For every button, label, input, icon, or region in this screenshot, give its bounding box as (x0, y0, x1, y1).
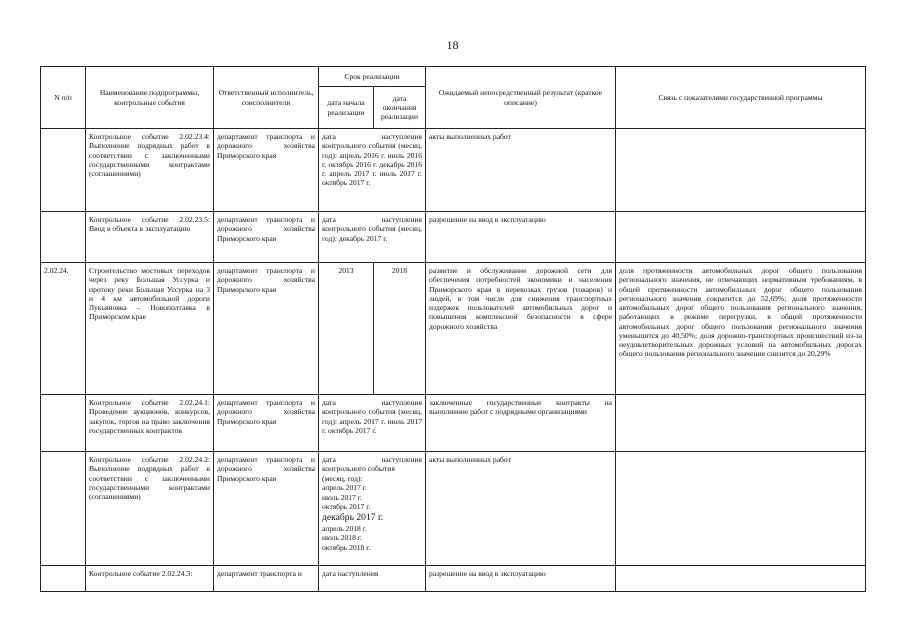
row-result: акты выполненных работ (426, 129, 616, 212)
row-num: 2.02.24. (41, 263, 86, 395)
term-line: октябрь 2018 г. (322, 542, 371, 552)
row-responsible: департамент транспорта и дорожного хозяйства Приморского края (214, 395, 319, 452)
row-term: дата наступления контрольного события (месяц, год): апрель 2017 г. июль 2017 г. октябрь 2017 г. (319, 395, 426, 452)
term-line: июль 2017 г. (322, 492, 362, 502)
table-row (41, 566, 866, 592)
row-name: Контрольное событие 2.02.23.4: Выполнение подрядных работ в соответствии с заключенными государственными контрактами (соглашениями) (86, 129, 214, 212)
row-name: Контрольное событие 2.02.24.3: (86, 566, 214, 592)
row-result: разрешение на ввод в эксплуатацию (426, 212, 616, 263)
header-end: дата окончания реализации (374, 87, 426, 129)
row-num (41, 129, 86, 212)
row-link (616, 395, 866, 452)
term-line: апрель 2018 г. (322, 523, 367, 533)
table-row (41, 395, 866, 452)
row-num (41, 395, 86, 452)
row-name: Контрольное событие 2.02.24.1: Проведение аукционов, конкурсов, закупок, торгов на право заключения государственных контрактов (86, 395, 214, 452)
page-number: 18 (446, 38, 459, 52)
row-term: дата наступления контрольного события (месяц, год): апрель 2016 г. июль 2016 г. октябрь 2016 г. декабрь 2016 г. апрель 2017 г. июль 2017 г. октябрь 2017 г. (319, 129, 426, 212)
header-result: Ожидаемый непосредственный результат (краткое описание) (426, 67, 616, 129)
row-responsible: департамент транспорта и дорожного хозяйства Приморского края (214, 452, 319, 566)
row-result: разрешение на ввод в эксплуатацию (426, 566, 616, 592)
header-num: N п/п (41, 67, 86, 129)
row-responsible: департамент транспорта и дорожного хозяйства Приморского края (214, 129, 319, 212)
row-responsible: департамент транспорта и дорожного хозяйства Приморского края (214, 263, 319, 395)
row-name: Строительство мостовых переходов через реку Большая Уссурка и протоку реки Большая Уссурка на 3 и 4 км автомобильной дороги Лукьяновка - Новополтавка в Приморском крае (86, 263, 214, 395)
table-row (41, 452, 866, 566)
row-result: акты выполненных работ (426, 452, 616, 566)
row-link (616, 212, 866, 263)
header-start: дата начала реализации (319, 87, 374, 129)
header-name: Наименование подпрограммы, контрольные события (86, 67, 214, 129)
term-line: октябрь 2017 г. (322, 502, 371, 512)
term-line: (месяц, год): (322, 473, 363, 483)
row-num (41, 452, 86, 566)
row-term (319, 452, 426, 566)
table-row (41, 263, 866, 395)
row-name: Контрольное событие 2.02.23.5: Ввод в объекта в эксплуатацию (86, 212, 214, 263)
row-result: развитие и обслуживание дорожной сети для обеспечения потребностей экономики и населения Приморского края в перевозках грузов (товаров) и людей, в том числе для снижения транспортных издержек пользователей автомобильных дорог и повышения комплексной безопасности в сфере дорожного хозяйства (426, 263, 616, 395)
row-link (616, 129, 866, 212)
term-line: апрель 2017 г. (322, 483, 367, 493)
row-num (41, 566, 86, 592)
header-term: Срок реализации (319, 67, 426, 87)
term-line: июль 2018 г. (322, 533, 362, 543)
row-end: 2018 (374, 263, 426, 395)
row-term: дата наступления (319, 566, 426, 592)
row-term: дата наступления контрольного события (месяц, год): декабрь 2017 г. (319, 212, 426, 263)
table-row (41, 129, 866, 212)
row-num (41, 212, 86, 263)
row-start: 2013 (319, 263, 374, 395)
row-name: Контрольное событие 2.02.24.2: Выполнение подрядных работ в соответствии с заключенными государственными контрактами (соглашениями) (86, 452, 214, 566)
row-link: доля протяженности автомобильных дорог общего пользования регионального значения, не отвечающих нормативным требованиям, в общей протяженности автомобильных дорог общего пользования регионального значения сократится до 52,69%; доля протяженности автомобильных дорог общего пользования регионального значения, работающих в режиме перегрузки, в общей протяженности автомобильных дорог общего пользования регионального значения уменьшится до 40,50%; доля дорожно-транспортных происшествий из-за неудовлетворительных дорожных условий на автомобильных дорогах общего пользования регионального значения снизится до 20,29% (616, 263, 866, 395)
row-link (616, 452, 866, 566)
row-responsible: департамент транспорта и (214, 566, 319, 592)
term-line: декабрь 2017 г. (322, 511, 384, 523)
term-head: дата наступления контрольного события (322, 455, 423, 474)
row-responsible: департамент транспорта и дорожного хозяйства Приморского края (214, 212, 319, 263)
table-row (41, 212, 866, 263)
header-link: Связь с показателями государственной программы (616, 67, 866, 129)
program-table (40, 66, 866, 592)
header-responsible: Ответственный исполнитель, соисполнители (214, 67, 319, 129)
row-link (616, 566, 866, 592)
row-result: заключенные государственные контракты на выполнение работ с подрядными организациями (426, 395, 616, 452)
